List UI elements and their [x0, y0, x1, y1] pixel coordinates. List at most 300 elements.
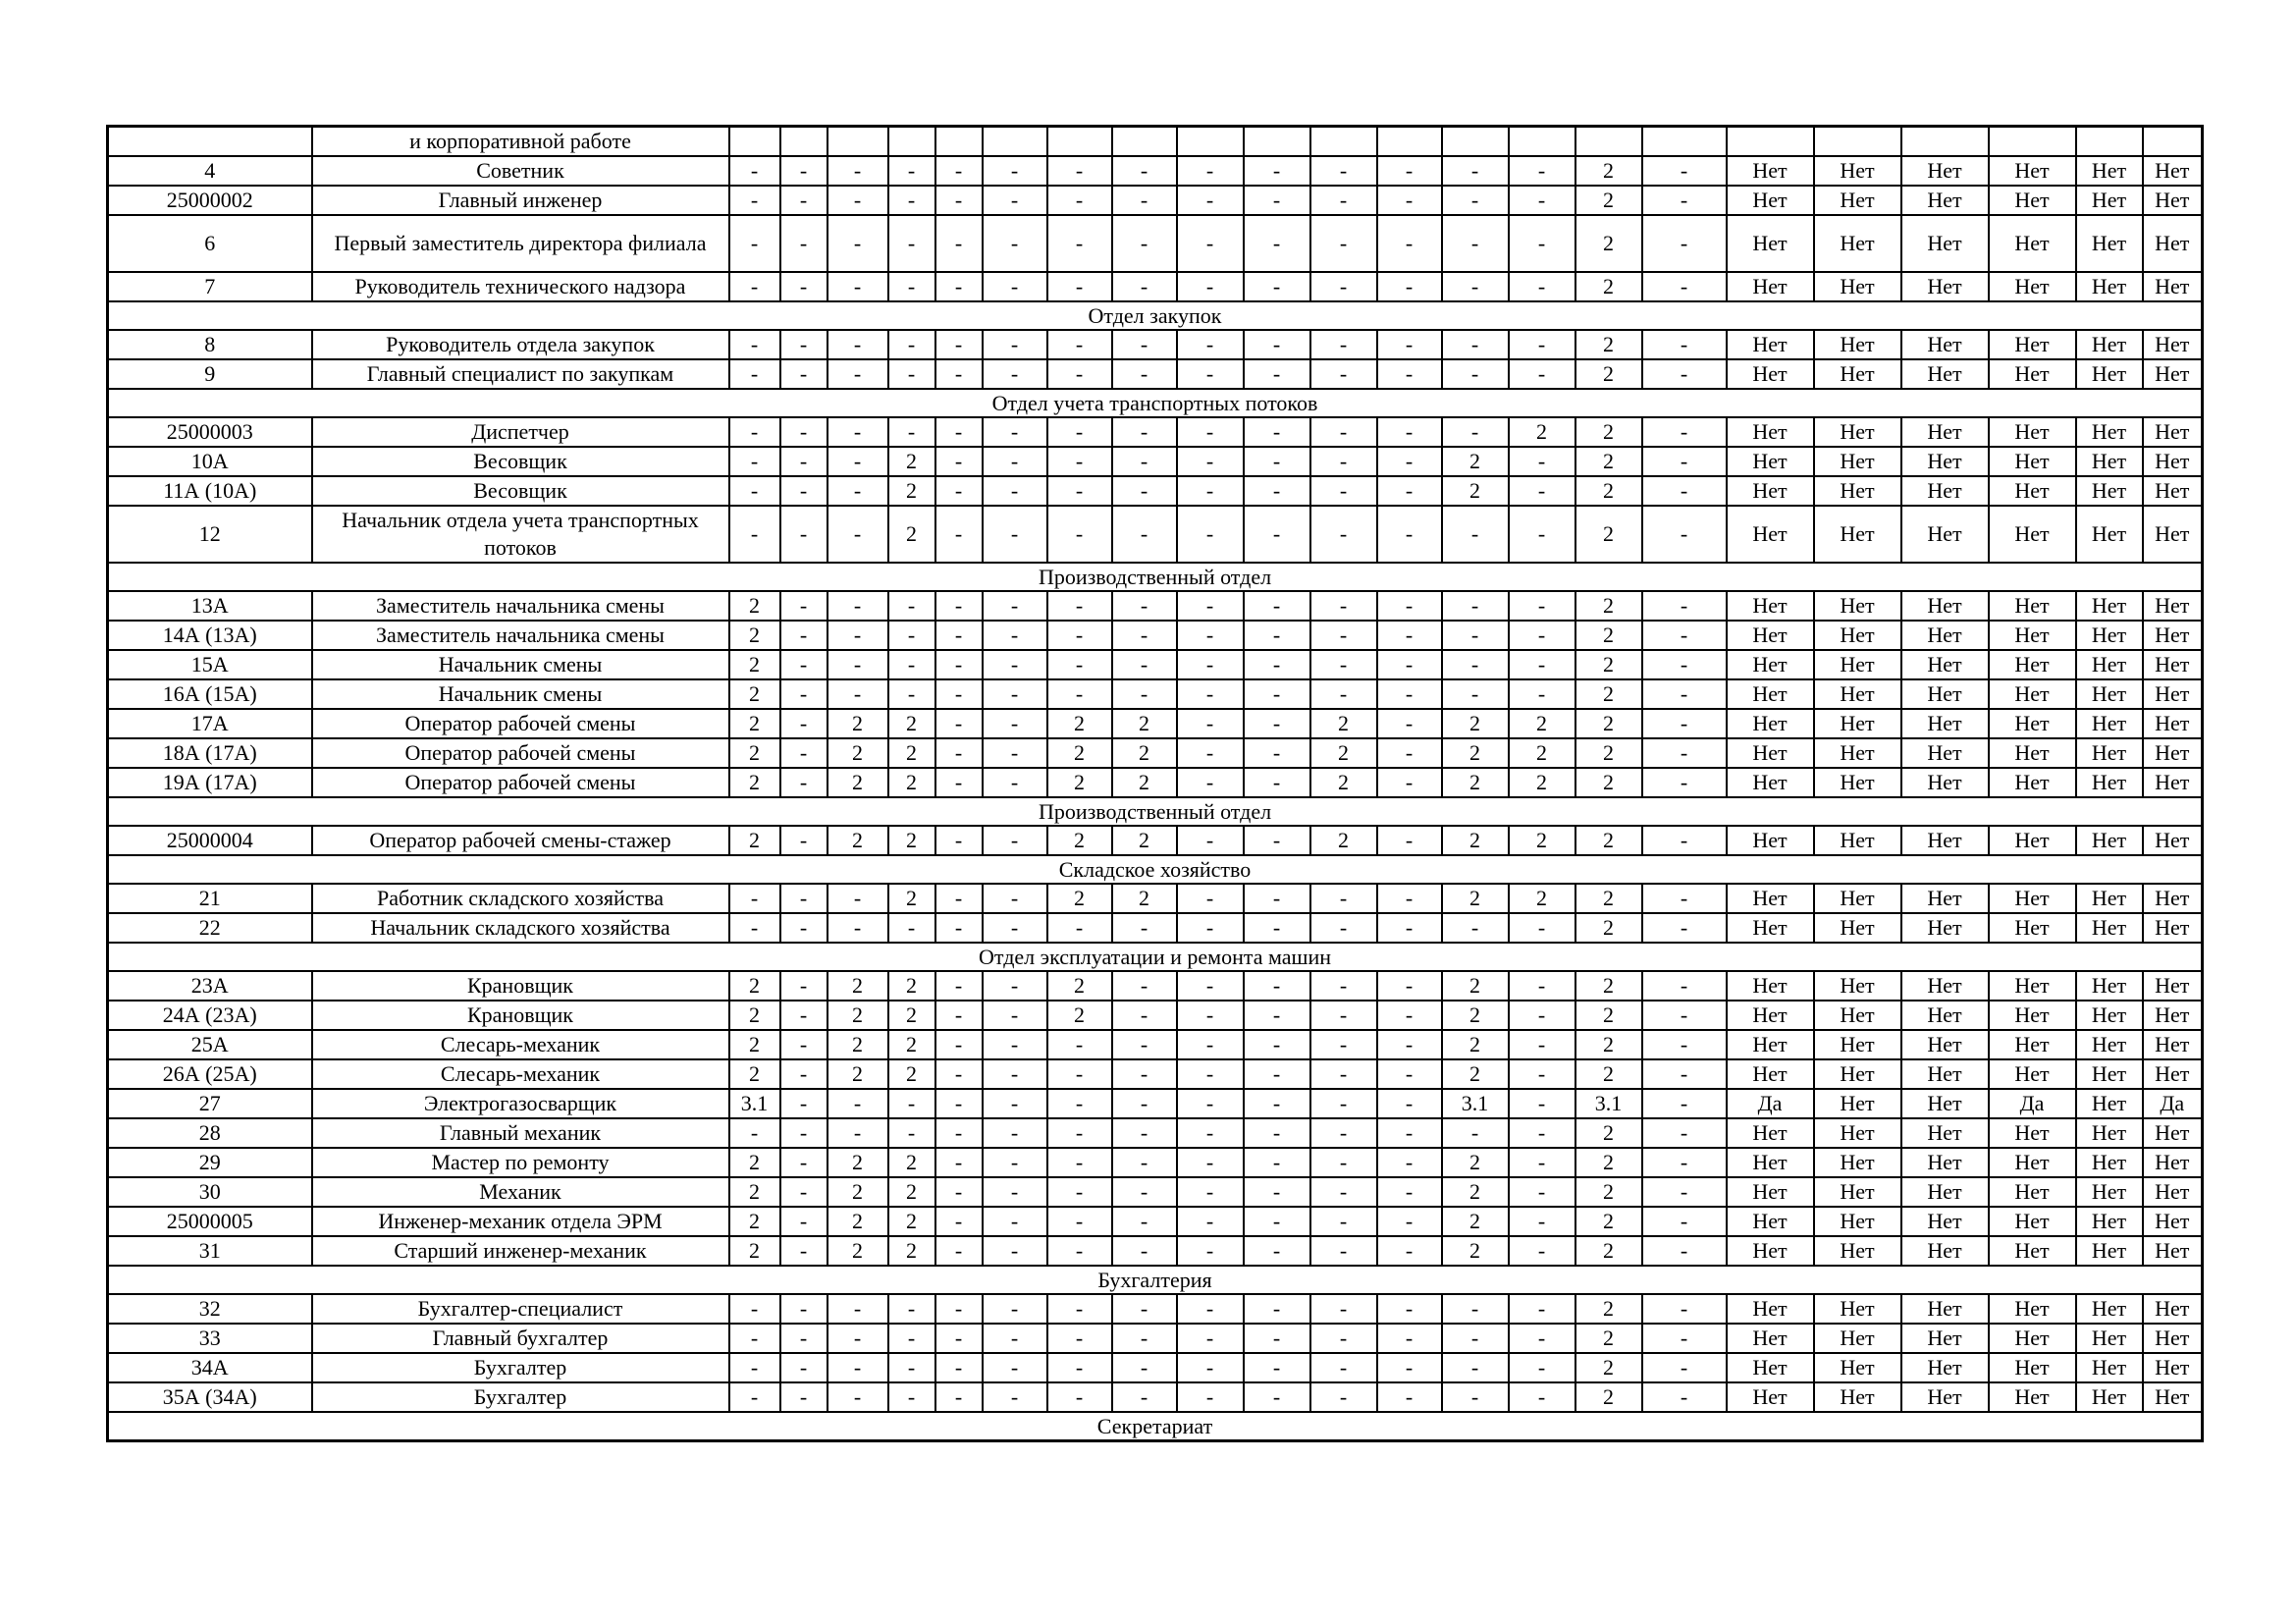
value-cell: Нет [1814, 1030, 1901, 1059]
value-cell: Нет [1989, 1294, 2076, 1324]
row-code: 9 [108, 359, 312, 389]
value-cell: 2 [1575, 1236, 1642, 1266]
value-cell: - [1509, 1294, 1575, 1324]
value-cell: 2 [1047, 738, 1112, 768]
value-cell: Нет [2076, 506, 2143, 563]
value-cell: - [1177, 709, 1244, 738]
value-cell: Нет [1727, 447, 1814, 476]
value-cell: - [1310, 650, 1377, 679]
value-cell: Нет [2143, 1236, 2203, 1266]
value-cell: Нет [2143, 330, 2203, 359]
value-cell: - [1310, 156, 1377, 186]
value-cell: - [1177, 186, 1244, 215]
value-cell: Нет [1989, 709, 2076, 738]
value-cell: Нет [2076, 621, 2143, 650]
value-cell: Нет [1727, 1294, 1814, 1324]
value-cell: Нет [1901, 679, 1989, 709]
value-cell: Нет [2076, 417, 2143, 447]
value-cell: Нет [2143, 1030, 2203, 1059]
value-cell: - [1642, 709, 1727, 738]
value-cell: Нет [2076, 1030, 2143, 1059]
value-cell: Нет [1727, 1324, 1814, 1353]
value-cell: Нет [1989, 156, 2076, 186]
value-cell: - [780, 826, 828, 855]
value-cell: - [888, 330, 935, 359]
value-cell: - [935, 272, 983, 301]
value-cell: 2 [729, 591, 780, 621]
value-cell: - [1310, 1030, 1377, 1059]
value-cell: - [729, 215, 780, 272]
section-header-row [108, 1412, 2203, 1441]
value-cell: Нет [1901, 1148, 1989, 1177]
value-cell: - [1310, 679, 1377, 709]
value-cell: 2 [1575, 1294, 1642, 1324]
value-cell: Нет [1814, 768, 1901, 797]
value-cell: - [729, 1294, 780, 1324]
value-cell: - [888, 417, 935, 447]
value-cell: - [1377, 1148, 1442, 1177]
value-cell: 2 [888, 971, 935, 1001]
position-name: Работник складского хозяйства [312, 884, 729, 913]
value-cell [888, 127, 935, 157]
value-cell: - [828, 215, 888, 272]
value-cell: Нет [1814, 1001, 1901, 1030]
position-name: Руководитель технического надзора [312, 272, 729, 301]
row-code: 17А [108, 709, 312, 738]
value-cell: Нет [1727, 476, 1814, 506]
value-cell: Нет [1989, 621, 2076, 650]
value-cell: - [1047, 447, 1112, 476]
position-name: Главный механик [312, 1118, 729, 1148]
value-cell: Нет [1989, 1059, 2076, 1089]
section-title: Отдел учета транспортных потоков [108, 389, 2203, 417]
value-cell: - [1642, 913, 1727, 943]
value-cell: - [1509, 1324, 1575, 1353]
position-name: Оператор рабочей смены [312, 709, 729, 738]
value-cell: 2 [888, 1001, 935, 1030]
value-cell: - [1377, 1236, 1442, 1266]
value-cell: - [983, 1382, 1047, 1412]
value-cell [1047, 127, 1112, 157]
value-cell: 2 [1575, 476, 1642, 506]
value-cell: - [1642, 1207, 1727, 1236]
value-cell: Нет [2076, 215, 2143, 272]
value-cell: 2 [1575, 215, 1642, 272]
row-code: 25000002 [108, 186, 312, 215]
value-cell: - [1509, 330, 1575, 359]
value-cell: Нет [1727, 738, 1814, 768]
row-code: 23А [108, 971, 312, 1001]
value-cell: - [1047, 186, 1112, 215]
value-cell: - [1442, 650, 1509, 679]
value-cell: 2 [729, 1207, 780, 1236]
value-cell: Нет [1814, 1236, 1901, 1266]
value-cell [1509, 127, 1575, 157]
value-cell: 2 [828, 709, 888, 738]
value-cell: - [983, 1089, 1047, 1118]
value-cell: Нет [1901, 359, 1989, 389]
value-cell: Нет [2143, 1059, 2203, 1089]
value-cell: - [1509, 971, 1575, 1001]
value-cell: 2 [1047, 826, 1112, 855]
value-cell: 2 [1310, 709, 1377, 738]
value-cell: Нет [1814, 447, 1901, 476]
table-row [108, 215, 2203, 272]
position-name: Начальник смены [312, 650, 729, 679]
value-cell: Нет [1989, 417, 2076, 447]
value-cell: - [935, 1059, 983, 1089]
value-cell [2076, 127, 2143, 157]
table-row [108, 1324, 2203, 1353]
value-cell: - [935, 1118, 983, 1148]
value-cell: - [1642, 1001, 1727, 1030]
position-name: Старший инженер-механик [312, 1236, 729, 1266]
value-cell: 2 [729, 768, 780, 797]
section-header-row [108, 389, 2203, 417]
value-cell: Нет [2143, 738, 2203, 768]
value-cell: 2 [1310, 768, 1377, 797]
value-cell: - [1377, 1118, 1442, 1148]
value-cell: 2 [888, 476, 935, 506]
value-cell: - [1112, 447, 1177, 476]
value-cell: 2 [1047, 1001, 1112, 1030]
table-row [108, 738, 2203, 768]
value-cell: - [935, 1030, 983, 1059]
value-cell: 2 [1047, 709, 1112, 738]
value-cell: - [1310, 1236, 1377, 1266]
value-cell: Нет [2076, 1177, 2143, 1207]
value-cell: - [1112, 1118, 1177, 1148]
value-cell: - [1377, 447, 1442, 476]
value-cell: - [780, 1353, 828, 1382]
value-cell: - [1177, 1030, 1244, 1059]
value-cell: 2 [729, 709, 780, 738]
value-cell: - [1509, 156, 1575, 186]
value-cell: - [1244, 884, 1310, 913]
value-cell: 2 [1442, 447, 1509, 476]
row-code: 7 [108, 272, 312, 301]
table-row [108, 679, 2203, 709]
value-cell: - [1177, 476, 1244, 506]
value-cell: - [1177, 1382, 1244, 1412]
table-row [108, 1118, 2203, 1148]
value-cell: Нет [1727, 156, 1814, 186]
value-cell: Нет [1814, 971, 1901, 1001]
value-cell: Нет [1901, 709, 1989, 738]
value-cell: Нет [2143, 417, 2203, 447]
value-cell: - [1442, 621, 1509, 650]
value-cell: - [1244, 476, 1310, 506]
value-cell: Нет [2143, 1382, 2203, 1412]
value-cell: - [1509, 186, 1575, 215]
value-cell: Нет [1727, 1207, 1814, 1236]
value-cell: 2 [1112, 768, 1177, 797]
value-cell: - [1310, 621, 1377, 650]
value-cell: - [1642, 738, 1727, 768]
value-cell: 2 [1310, 826, 1377, 855]
value-cell: 2 [888, 1177, 935, 1207]
value-cell: 2 [1509, 417, 1575, 447]
value-cell: Нет [1814, 215, 1901, 272]
value-cell: 2 [1575, 768, 1642, 797]
value-cell: 2 [1575, 1177, 1642, 1207]
value-cell: 2 [1442, 476, 1509, 506]
row-code: 34А [108, 1353, 312, 1382]
table-body [108, 127, 2203, 1441]
value-cell: - [1047, 476, 1112, 506]
row-code: 8 [108, 330, 312, 359]
value-cell: Нет [2076, 476, 2143, 506]
value-cell: Нет [1814, 1382, 1901, 1412]
value-cell: Нет [2143, 1294, 2203, 1324]
value-cell: - [1177, 1089, 1244, 1118]
value-cell: 2 [1442, 709, 1509, 738]
section-title: Отдел закупок [108, 301, 2203, 330]
value-cell: 2 [1575, 650, 1642, 679]
value-cell: Нет [2076, 1236, 2143, 1266]
row-code: 14А (13А) [108, 621, 312, 650]
value-cell: - [888, 621, 935, 650]
value-cell: - [1642, 1118, 1727, 1148]
value-cell: - [888, 1118, 935, 1148]
value-cell: Нет [1989, 738, 2076, 768]
value-cell: - [1047, 330, 1112, 359]
row-code: 28 [108, 1118, 312, 1148]
value-cell: - [1442, 417, 1509, 447]
value-cell: - [729, 1118, 780, 1148]
value-cell: - [780, 650, 828, 679]
value-cell: - [1112, 679, 1177, 709]
value-cell: - [1377, 359, 1442, 389]
value-cell: - [1244, 971, 1310, 1001]
value-cell: 2 [729, 738, 780, 768]
value-cell: - [935, 1353, 983, 1382]
value-cell: Нет [1901, 1059, 1989, 1089]
value-cell: Нет [1901, 971, 1989, 1001]
section-title: Бухгалтерия [108, 1266, 2203, 1294]
value-cell [1177, 127, 1244, 157]
row-code: 24А (23А) [108, 1001, 312, 1030]
value-cell: - [1442, 1353, 1509, 1382]
value-cell: - [983, 1118, 1047, 1148]
value-cell: - [1642, 1324, 1727, 1353]
value-cell: - [1177, 215, 1244, 272]
value-cell: - [780, 330, 828, 359]
value-cell: 2 [1575, 447, 1642, 476]
value-cell: Нет [2076, 738, 2143, 768]
value-cell: 2 [1575, 156, 1642, 186]
value-cell: - [1642, 650, 1727, 679]
value-cell: - [1642, 359, 1727, 389]
value-cell: Нет [1901, 1324, 1989, 1353]
value-cell: - [1642, 156, 1727, 186]
value-cell: - [1244, 186, 1310, 215]
value-cell: Нет [1901, 1382, 1989, 1412]
value-cell: Нет [1727, 621, 1814, 650]
value-cell: - [983, 272, 1047, 301]
value-cell: - [780, 738, 828, 768]
position-name: Начальник отдела учета транспортных потоков [312, 506, 729, 563]
value-cell: Нет [1989, 1118, 2076, 1148]
value-cell: - [1112, 1030, 1177, 1059]
value-cell: Нет [1727, 1030, 1814, 1059]
value-cell: - [1244, 591, 1310, 621]
value-cell: - [1177, 330, 1244, 359]
value-cell: Нет [2143, 884, 2203, 913]
value-cell: Нет [1901, 650, 1989, 679]
value-cell: Нет [1814, 156, 1901, 186]
value-cell: Нет [2143, 1353, 2203, 1382]
row-code: 25000003 [108, 417, 312, 447]
table-row [108, 1382, 2203, 1412]
value-cell: 2 [729, 1148, 780, 1177]
value-cell: - [1112, 1324, 1177, 1353]
value-cell: - [1442, 591, 1509, 621]
value-cell: Нет [2143, 1324, 2203, 1353]
value-cell: 2 [1442, 1177, 1509, 1207]
value-cell: 2 [729, 1236, 780, 1266]
row-code: 12 [108, 506, 312, 563]
value-cell: Нет [1989, 186, 2076, 215]
value-cell: Нет [1814, 621, 1901, 650]
value-cell: - [1377, 913, 1442, 943]
value-cell: - [1442, 679, 1509, 709]
value-cell: Нет [1727, 215, 1814, 272]
value-cell: Нет [1989, 768, 2076, 797]
value-cell: - [1377, 1207, 1442, 1236]
value-cell: - [935, 679, 983, 709]
value-cell: - [1112, 272, 1177, 301]
value-cell: - [983, 215, 1047, 272]
value-cell: - [780, 1118, 828, 1148]
value-cell: Нет [2076, 1118, 2143, 1148]
row-code: 26А (25А) [108, 1059, 312, 1089]
value-cell: - [780, 709, 828, 738]
value-cell [1814, 127, 1901, 157]
value-cell: - [780, 591, 828, 621]
value-cell: - [1112, 1089, 1177, 1118]
section-header-row [108, 1266, 2203, 1294]
value-cell: 2 [1575, 1382, 1642, 1412]
value-cell: 2 [729, 1177, 780, 1207]
value-cell: - [1442, 1118, 1509, 1148]
value-cell: Нет [1989, 272, 2076, 301]
row-code: 25000004 [108, 826, 312, 855]
table-row [108, 971, 2203, 1001]
value-cell: Нет [2143, 156, 2203, 186]
value-cell: Нет [1989, 650, 2076, 679]
value-cell: 2 [828, 1030, 888, 1059]
value-cell: - [983, 768, 1047, 797]
value-cell: - [1047, 1118, 1112, 1148]
value-cell: - [935, 1207, 983, 1236]
value-cell: - [1047, 1382, 1112, 1412]
row-code: 13А [108, 591, 312, 621]
value-cell: - [888, 1382, 935, 1412]
value-cell: - [1244, 1118, 1310, 1148]
value-cell: Нет [1989, 476, 2076, 506]
value-cell: Нет [2076, 272, 2143, 301]
value-cell: - [1442, 1324, 1509, 1353]
value-cell: 2 [1509, 884, 1575, 913]
table-row [108, 1177, 2203, 1207]
position-name: Заместитель начальника смены [312, 591, 729, 621]
value-cell: 2 [1575, 1059, 1642, 1089]
value-cell: - [1442, 506, 1509, 563]
value-cell: - [983, 1236, 1047, 1266]
value-cell: - [1112, 913, 1177, 943]
value-cell: Нет [1901, 738, 1989, 768]
value-cell: - [983, 417, 1047, 447]
value-cell: 2 [828, 826, 888, 855]
value-cell: - [828, 476, 888, 506]
value-cell: - [780, 1059, 828, 1089]
value-cell: - [983, 826, 1047, 855]
value-cell: - [983, 330, 1047, 359]
value-cell: - [983, 1324, 1047, 1353]
value-cell: - [1244, 1177, 1310, 1207]
table-row [108, 884, 2203, 913]
table-row [108, 1089, 2203, 1118]
value-cell: - [1377, 768, 1442, 797]
position-name: Весовщик [312, 447, 729, 476]
value-cell: Нет [1901, 621, 1989, 650]
value-cell: - [1112, 1294, 1177, 1324]
value-cell: - [828, 621, 888, 650]
value-cell: Нет [1989, 215, 2076, 272]
value-cell: - [780, 679, 828, 709]
value-cell: 2 [1112, 826, 1177, 855]
value-cell: - [828, 1089, 888, 1118]
value-cell: - [935, 650, 983, 679]
value-cell: 2 [828, 1177, 888, 1207]
value-cell: - [1047, 215, 1112, 272]
value-cell: - [729, 1382, 780, 1412]
value-cell: 2 [828, 1207, 888, 1236]
value-cell: - [935, 1001, 983, 1030]
value-cell: Нет [1814, 884, 1901, 913]
value-cell: - [983, 359, 1047, 389]
value-cell: - [1377, 738, 1442, 768]
value-cell: 2 [1442, 1001, 1509, 1030]
value-cell: Нет [2076, 709, 2143, 738]
position-name: Бухгалтер [312, 1382, 729, 1412]
value-cell: Нет [2076, 1059, 2143, 1089]
row-code: 15А [108, 650, 312, 679]
value-cell: Нет [2076, 1089, 2143, 1118]
value-cell: - [983, 971, 1047, 1001]
position-name: Оператор рабочей смены [312, 738, 729, 768]
value-cell: - [1244, 1382, 1310, 1412]
value-cell: Нет [2076, 1207, 2143, 1236]
value-cell: 2 [1575, 272, 1642, 301]
value-cell: - [828, 156, 888, 186]
value-cell: Нет [1901, 156, 1989, 186]
value-cell [935, 127, 983, 157]
value-cell: - [1310, 506, 1377, 563]
value-cell: - [729, 476, 780, 506]
value-cell: Нет [1901, 330, 1989, 359]
value-cell: - [1244, 768, 1310, 797]
value-cell: - [780, 1001, 828, 1030]
table-row [108, 591, 2203, 621]
value-cell: Нет [1727, 884, 1814, 913]
value-cell: - [888, 1089, 935, 1118]
position-name: Крановщик [312, 971, 729, 1001]
value-cell: - [1047, 506, 1112, 563]
value-cell: - [1244, 1236, 1310, 1266]
value-cell: 2 [729, 650, 780, 679]
